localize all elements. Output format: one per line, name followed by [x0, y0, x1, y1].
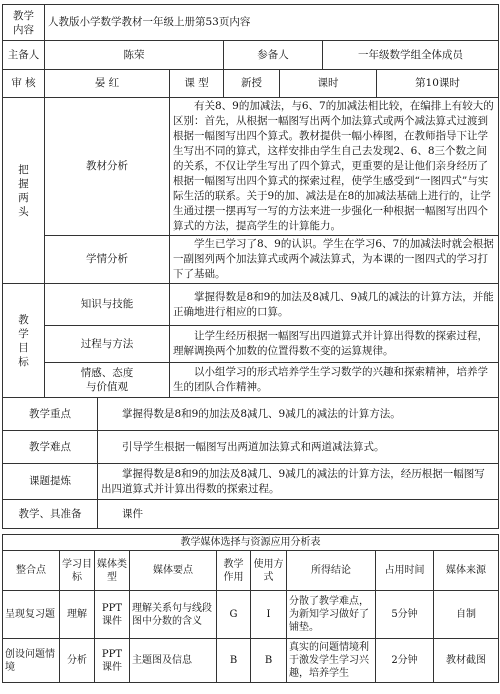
media-header: 教学作用	[217, 551, 251, 591]
host-label: 主备人	[3, 41, 45, 70]
media-cell-goal: 理解	[60, 591, 95, 639]
type-value: 新授	[224, 70, 280, 98]
difficulties-row	[3, 431, 499, 464]
media-cell-conclusion: 分散了教学难点，为新知学习做好了铺垫。	[287, 591, 376, 639]
content-label: 教学 内容	[3, 5, 45, 41]
difficulties-label: 教学难点	[3, 431, 98, 464]
host-value: 陈荣	[45, 41, 224, 70]
key-points-text: 掌握得数是8和9的加法及8减几、9减几的减法的计算方法。	[98, 398, 499, 431]
goals-label: 教 学 目 标	[3, 284, 45, 398]
process-text: 让学生经历根据一幅图写出四道算式并计算出得数的探索过程，理解调换两个加数的位置得数不变的运算规律。	[170, 326, 499, 363]
lesson-plan-table	[2, 4, 499, 529]
media-header: 媒体要点	[130, 551, 217, 591]
material-row	[3, 98, 499, 236]
material-analysis-label: 教材分析	[45, 98, 170, 236]
process-label: 过程与方法	[45, 326, 170, 363]
media-cell-mode: I	[251, 591, 287, 639]
process-row	[3, 326, 499, 363]
period-value: 第10课时	[377, 70, 499, 98]
type-label: 课 型	[170, 70, 224, 98]
key-points-label: 教学重点	[3, 398, 98, 431]
media-cell-key: 理解关系句与线段图中分数的含义	[130, 591, 217, 639]
emotion-row	[3, 363, 499, 398]
topic-label: 课题提炼	[3, 464, 98, 500]
topic-text: 掌握得数是8和9的加法及8减几、9减几的减法的计算方法，经历根据一幅图写出四道算式并计算出得数的探索过程。	[98, 464, 499, 500]
media-cell-point: 创设问题情境	[3, 639, 60, 683]
prep-row	[3, 500, 499, 529]
media-analysis-table	[2, 534, 499, 683]
media-cell-type: PPT课件	[95, 639, 130, 683]
media-header: 媒体来源	[434, 551, 499, 591]
people-row	[3, 41, 499, 70]
prep-text: 课件	[98, 500, 499, 529]
content-row	[3, 5, 499, 41]
participants-label: 参备人	[224, 41, 323, 70]
media-cell-source: 教材截图	[434, 639, 499, 683]
media-cell-goal: 分析	[60, 639, 95, 683]
material-analysis-text: 有关8、9的加减法，与6、7的加减法相比较，在编排上有较大的区别：首先，从根据一幅图写出两个加法算式或两个减法算式过渡到根据一幅图写出四个算式。教材提供一幅小棒图，在教师指导下让学生写出不同的算式，这样安排由学生自己去发现2、6、8三个数之间的关系，不仅让学生写出了四个算式，更重要的是让他们亲身经历了根据一幅图写出四个算式的探索过程，使学生感受到“一图四式”与实际生活的联系。关于9的加、减法是在8的加减法基础上进行的，让学生通过摆一摆再写一写的方法来进一步强化一种根据一幅图写出四个算式的方法，提高学生的计算能力。	[170, 98, 499, 236]
media-cell-point: 呈现复习题	[3, 591, 60, 639]
media-cell-source: 自制	[434, 591, 499, 639]
review-row	[3, 70, 499, 98]
media-title-row	[3, 535, 499, 551]
emotion-text: 以小组学习的形式培养学生学习数学的兴趣和探索精神，培养学生的团队合作精神。	[170, 363, 499, 398]
table-row	[3, 639, 499, 683]
period-label: 课时	[280, 70, 377, 98]
media-header: 使用方式	[251, 551, 287, 591]
student-analysis-text: 学生已学习了8、9的认识。学生在学习6、7的加减法时就会根据一副图列两个加法算式或两个减法算式，为本课的一图四式的学习打下了基础。	[170, 236, 499, 284]
emotion-label: 情感、态度 与价值观	[45, 363, 170, 398]
media-cell-role: G	[217, 591, 251, 639]
media-cell-time: 5分钟	[376, 591, 434, 639]
student-row	[3, 236, 499, 284]
key-points-row	[3, 398, 499, 431]
knowledge-label: 知识与技能	[45, 284, 170, 326]
prep-label: 教学、具准备	[3, 500, 98, 529]
student-analysis-label: 学情分析	[45, 236, 170, 284]
media-cell-key: 主题图及信息	[130, 639, 217, 683]
participants-value: 一年级数学组全体成员	[323, 41, 499, 70]
media-cell-mode: B	[251, 639, 287, 683]
reviewer-value: 晏 红	[45, 70, 170, 98]
media-cell-type: PPT课件	[95, 591, 130, 639]
media-header: 占用时间	[376, 551, 434, 591]
media-header: 媒体类型	[95, 551, 130, 591]
media-cell-conclusion: 真实的问题情境利于激发学生学习兴趣，培养学生	[287, 639, 376, 683]
grasp-label: 把 握 两 头	[3, 98, 45, 284]
table-row	[3, 591, 499, 639]
media-header-row	[3, 551, 499, 591]
knowledge-text: 掌握得数是8和9的加法及8减几、9减几的减法的计算方法，并能正确地进行相应的口算。	[170, 284, 499, 326]
topic-row	[3, 464, 499, 500]
media-header: 学习目标	[60, 551, 95, 591]
media-header: 整合点	[3, 551, 60, 591]
content-value: 人教版小学数学教材一年级上册第53页内容	[45, 5, 499, 41]
knowledge-row	[3, 284, 499, 326]
media-table-title: 教学媒体选择与资源应用分析表	[3, 535, 499, 551]
media-cell-time: 2分钟	[376, 639, 434, 683]
difficulties-text: 引导学生根据一幅图写出两道加法算式和两道减法算式。	[98, 431, 499, 464]
review-label: 审 核	[3, 70, 45, 98]
media-header: 所得结论	[287, 551, 376, 591]
media-cell-role: B	[217, 639, 251, 683]
